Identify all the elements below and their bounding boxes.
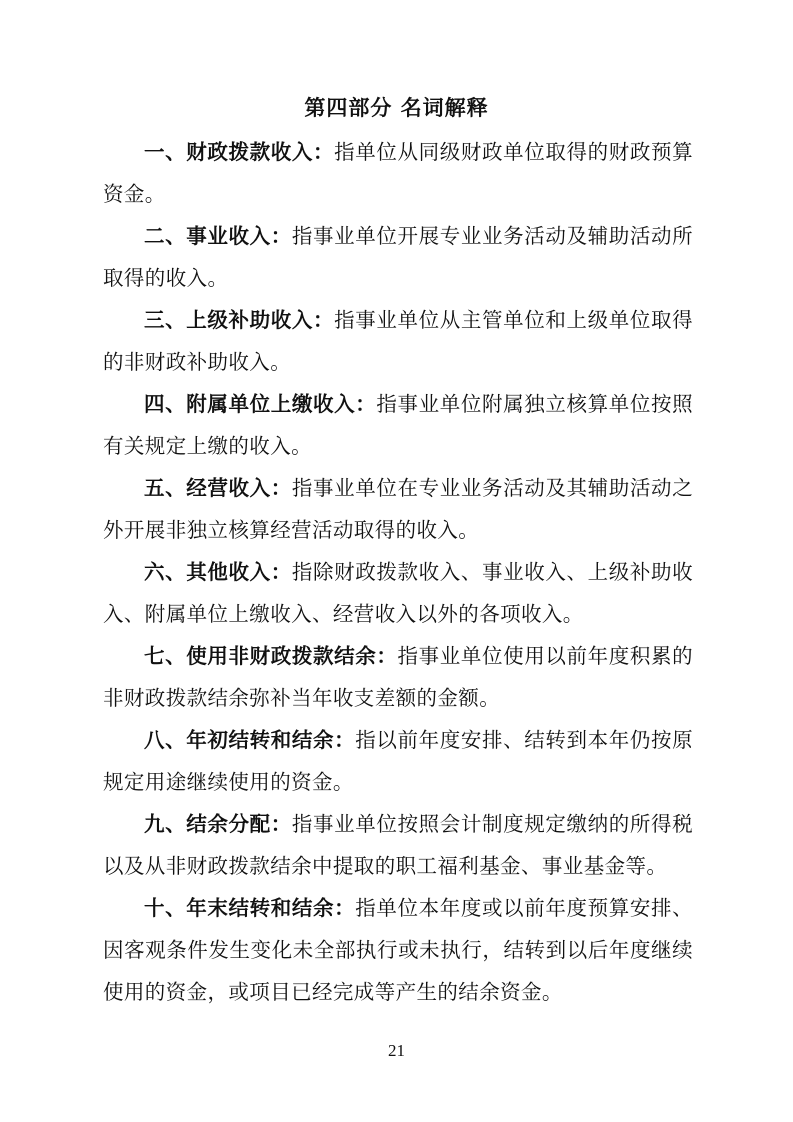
glossary-item: [103, 299, 693, 383]
term-heading: 一、财政拨款收入：: [144, 140, 335, 164]
term-definition: 指事业单位使用以前年度积累的非财政拨款结余弥补当年收支差额的金额。: [103, 644, 693, 710]
term-definition: 指单位从同级财政单位取得的财政预算资金。: [103, 140, 693, 206]
glossary-item: [103, 551, 693, 635]
glossary-item: [103, 383, 693, 467]
glossary-item: [103, 131, 693, 215]
glossary-item: [103, 215, 693, 299]
term-heading: 四、附属单位上缴收入：: [144, 392, 377, 416]
term-heading: 三、上级补助收入：: [144, 308, 335, 332]
term-heading: 九、结余分配：: [144, 812, 292, 836]
term-heading: 六、其他收入：: [144, 560, 292, 584]
term-heading: 五、经营收入：: [144, 476, 292, 500]
term-definition: 指事业单位从主管单位和上级单位取得的非财政补助收入。: [103, 308, 693, 374]
term-definition: 指以前年度安排、结转到本年仍按原规定用途继续使用的资金。: [103, 728, 694, 794]
term-definition: 指事业单位在专业业务活动及其辅助活动之外开展非独立核算经营活动取得的收入。: [103, 476, 693, 542]
page-title: 第四部分 名词解释: [304, 96, 489, 120]
page-number: 21: [388, 1041, 405, 1060]
glossary-item: [103, 887, 693, 1013]
term-definition: 指单位本年度或以前年度预算安排、因客观条件发生变化未全部执行或未执行，结转到以后年度继续使用的资金，或项目已经完成等产生的结余资金。: [103, 896, 694, 1004]
glossary-item: [103, 467, 693, 551]
glossary-item: [103, 803, 693, 887]
term-definition: 指事业单位附属独立核算单位按照有关规定上缴的收入。: [103, 392, 694, 458]
term-heading: 二、事业收入：: [144, 224, 292, 248]
glossary-list: [103, 131, 693, 1013]
glossary-item: [103, 719, 693, 803]
term-definition: 指除财政拨款收入、事业收入、上级补助收入、附属单位上缴收入、经营收入以外的各项收入。: [103, 560, 693, 626]
term-definition: 指事业单位按照会计制度规定缴纳的所得税以及从非财政拨款结余中提取的职工福利基金、事业基金等。: [103, 812, 693, 878]
term-heading: 十、年末结转和结余：: [144, 896, 356, 920]
term-heading: 七、使用非财政拨款结余：: [144, 644, 398, 668]
term-definition: 指事业单位开展专业业务活动及辅助活动所取得的收入。: [103, 224, 693, 290]
term-heading: 八、年初结转和结余：: [144, 728, 356, 752]
glossary-item: [103, 635, 693, 719]
